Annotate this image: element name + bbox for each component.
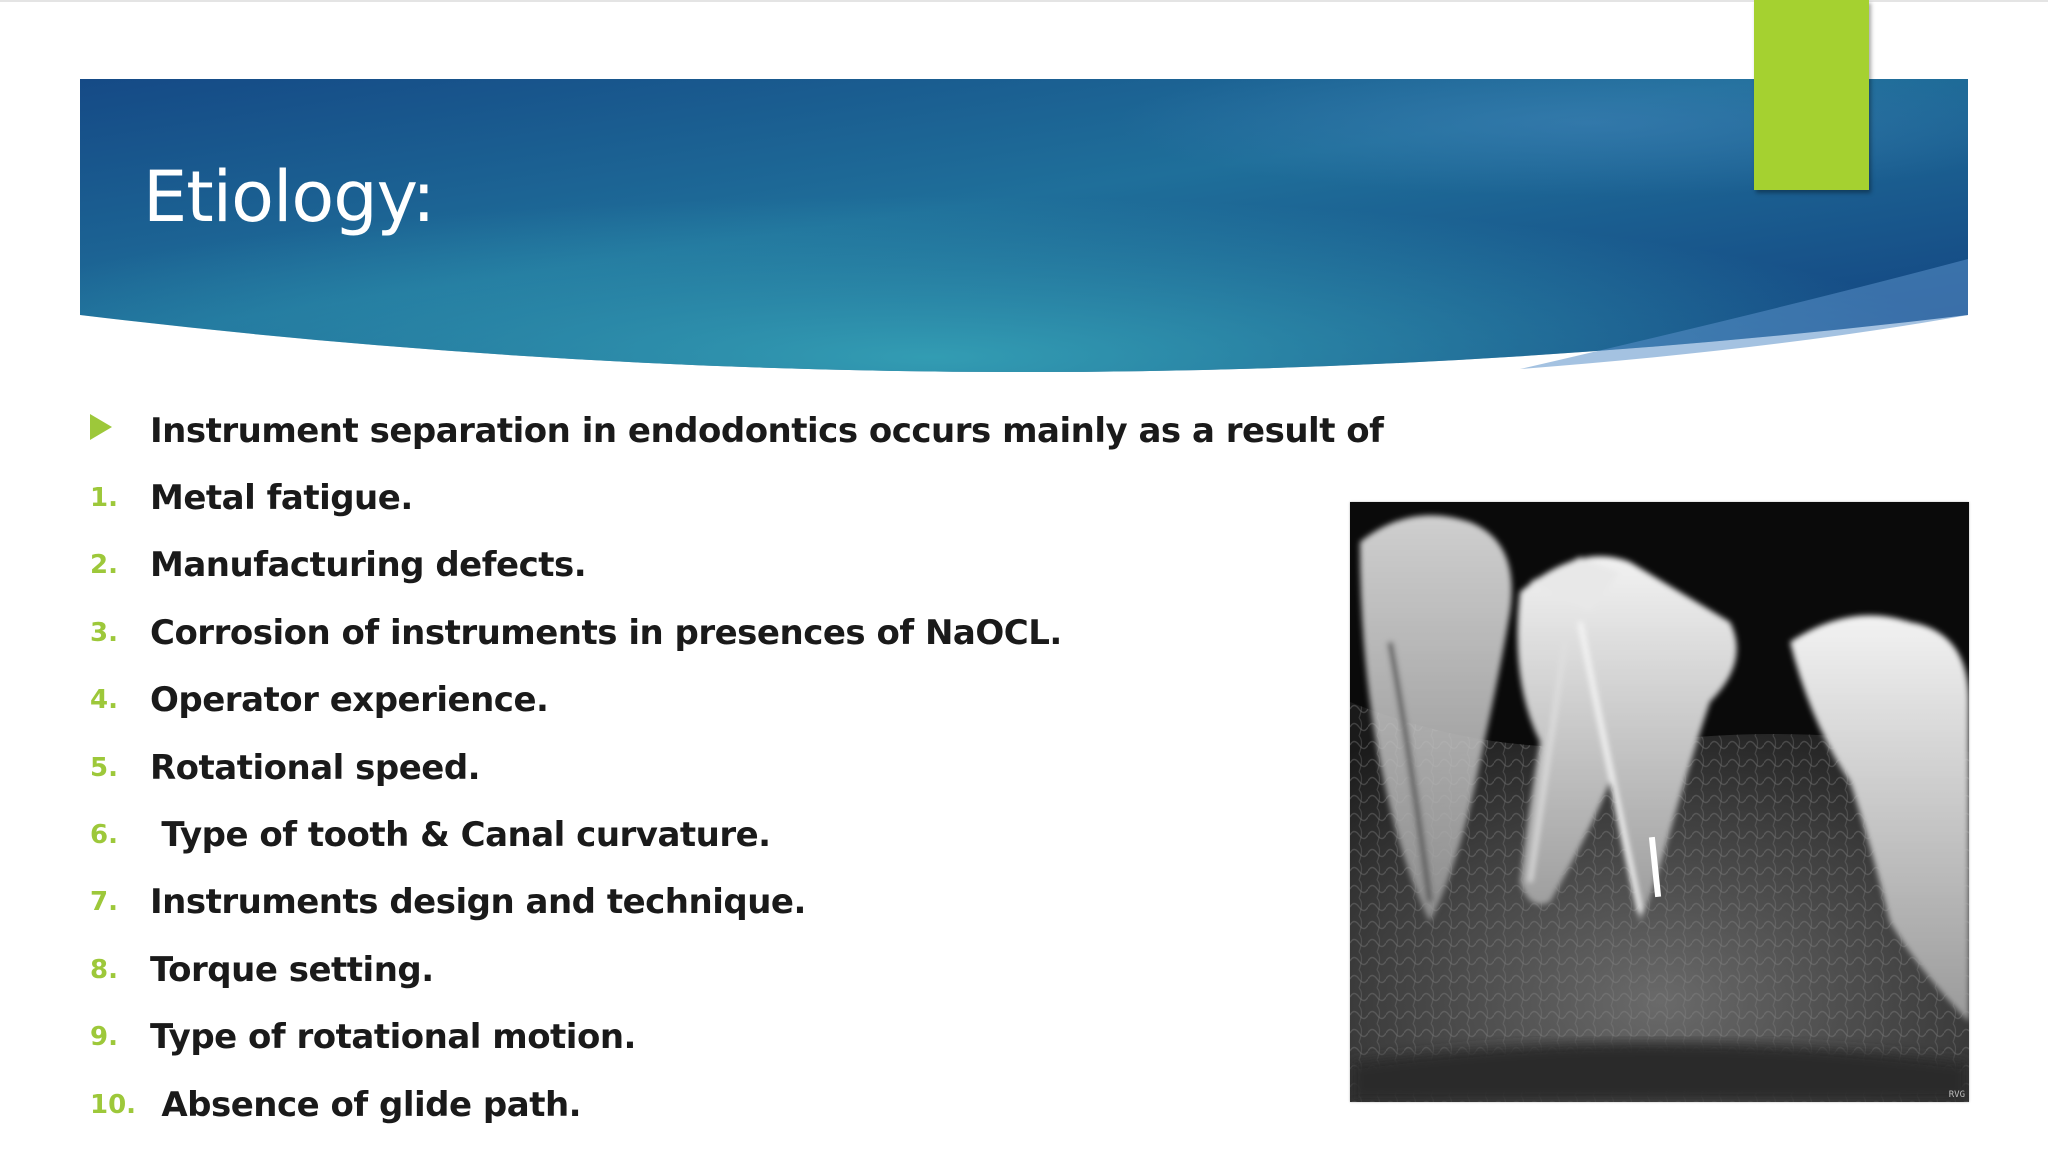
item-number: 4. bbox=[90, 685, 118, 716]
item-number: 9. bbox=[90, 1022, 118, 1053]
item-number: 3. bbox=[90, 617, 118, 648]
item-text: Rotational speed. bbox=[150, 747, 481, 788]
list-item bbox=[90, 936, 1383, 1003]
top-divider bbox=[0, 0, 2048, 2]
item-number: 5. bbox=[90, 752, 118, 783]
list-item bbox=[90, 464, 1383, 531]
intro-text: Instrument separation in endodontics occurs mainly as a result of bbox=[150, 410, 1384, 451]
triangle-bullet-icon bbox=[90, 414, 150, 447]
item-number: 2. bbox=[90, 550, 118, 581]
item-number: 1. bbox=[90, 483, 118, 514]
item-text: Absence of glide path. bbox=[150, 1084, 582, 1125]
item-number: 8. bbox=[90, 954, 118, 985]
accent-bar bbox=[1754, 0, 1869, 190]
item-number: 6. bbox=[90, 820, 118, 851]
item-text: Manufacturing defects. bbox=[150, 545, 587, 586]
bullet-list bbox=[90, 397, 1383, 1138]
list-item bbox=[90, 599, 1383, 666]
list-item bbox=[90, 734, 1383, 801]
list-item bbox=[90, 1071, 1383, 1138]
item-text: Type of tooth & Canal curvature. bbox=[150, 815, 771, 856]
list-item bbox=[90, 801, 1383, 868]
list-item bbox=[90, 667, 1383, 734]
item-text: Type of rotational motion. bbox=[150, 1017, 636, 1058]
item-text: Torque setting. bbox=[150, 949, 434, 990]
image-watermark: RVG bbox=[1948, 1090, 1965, 1100]
list-item bbox=[90, 1004, 1383, 1071]
dental-xray-image bbox=[1350, 502, 1969, 1102]
list-item bbox=[90, 532, 1383, 599]
slide-title: Etiology: bbox=[143, 156, 435, 238]
item-text: Instruments design and technique. bbox=[150, 882, 806, 923]
item-text: Corrosion of instruments in presences of NaOCL. bbox=[150, 612, 1062, 653]
item-number: 10. bbox=[90, 1089, 137, 1120]
list-item-intro bbox=[90, 397, 1383, 464]
item-text: Metal fatigue. bbox=[150, 478, 413, 519]
list-item bbox=[90, 869, 1383, 936]
item-number: 7. bbox=[90, 887, 118, 918]
item-text: Operator experience. bbox=[150, 680, 549, 721]
